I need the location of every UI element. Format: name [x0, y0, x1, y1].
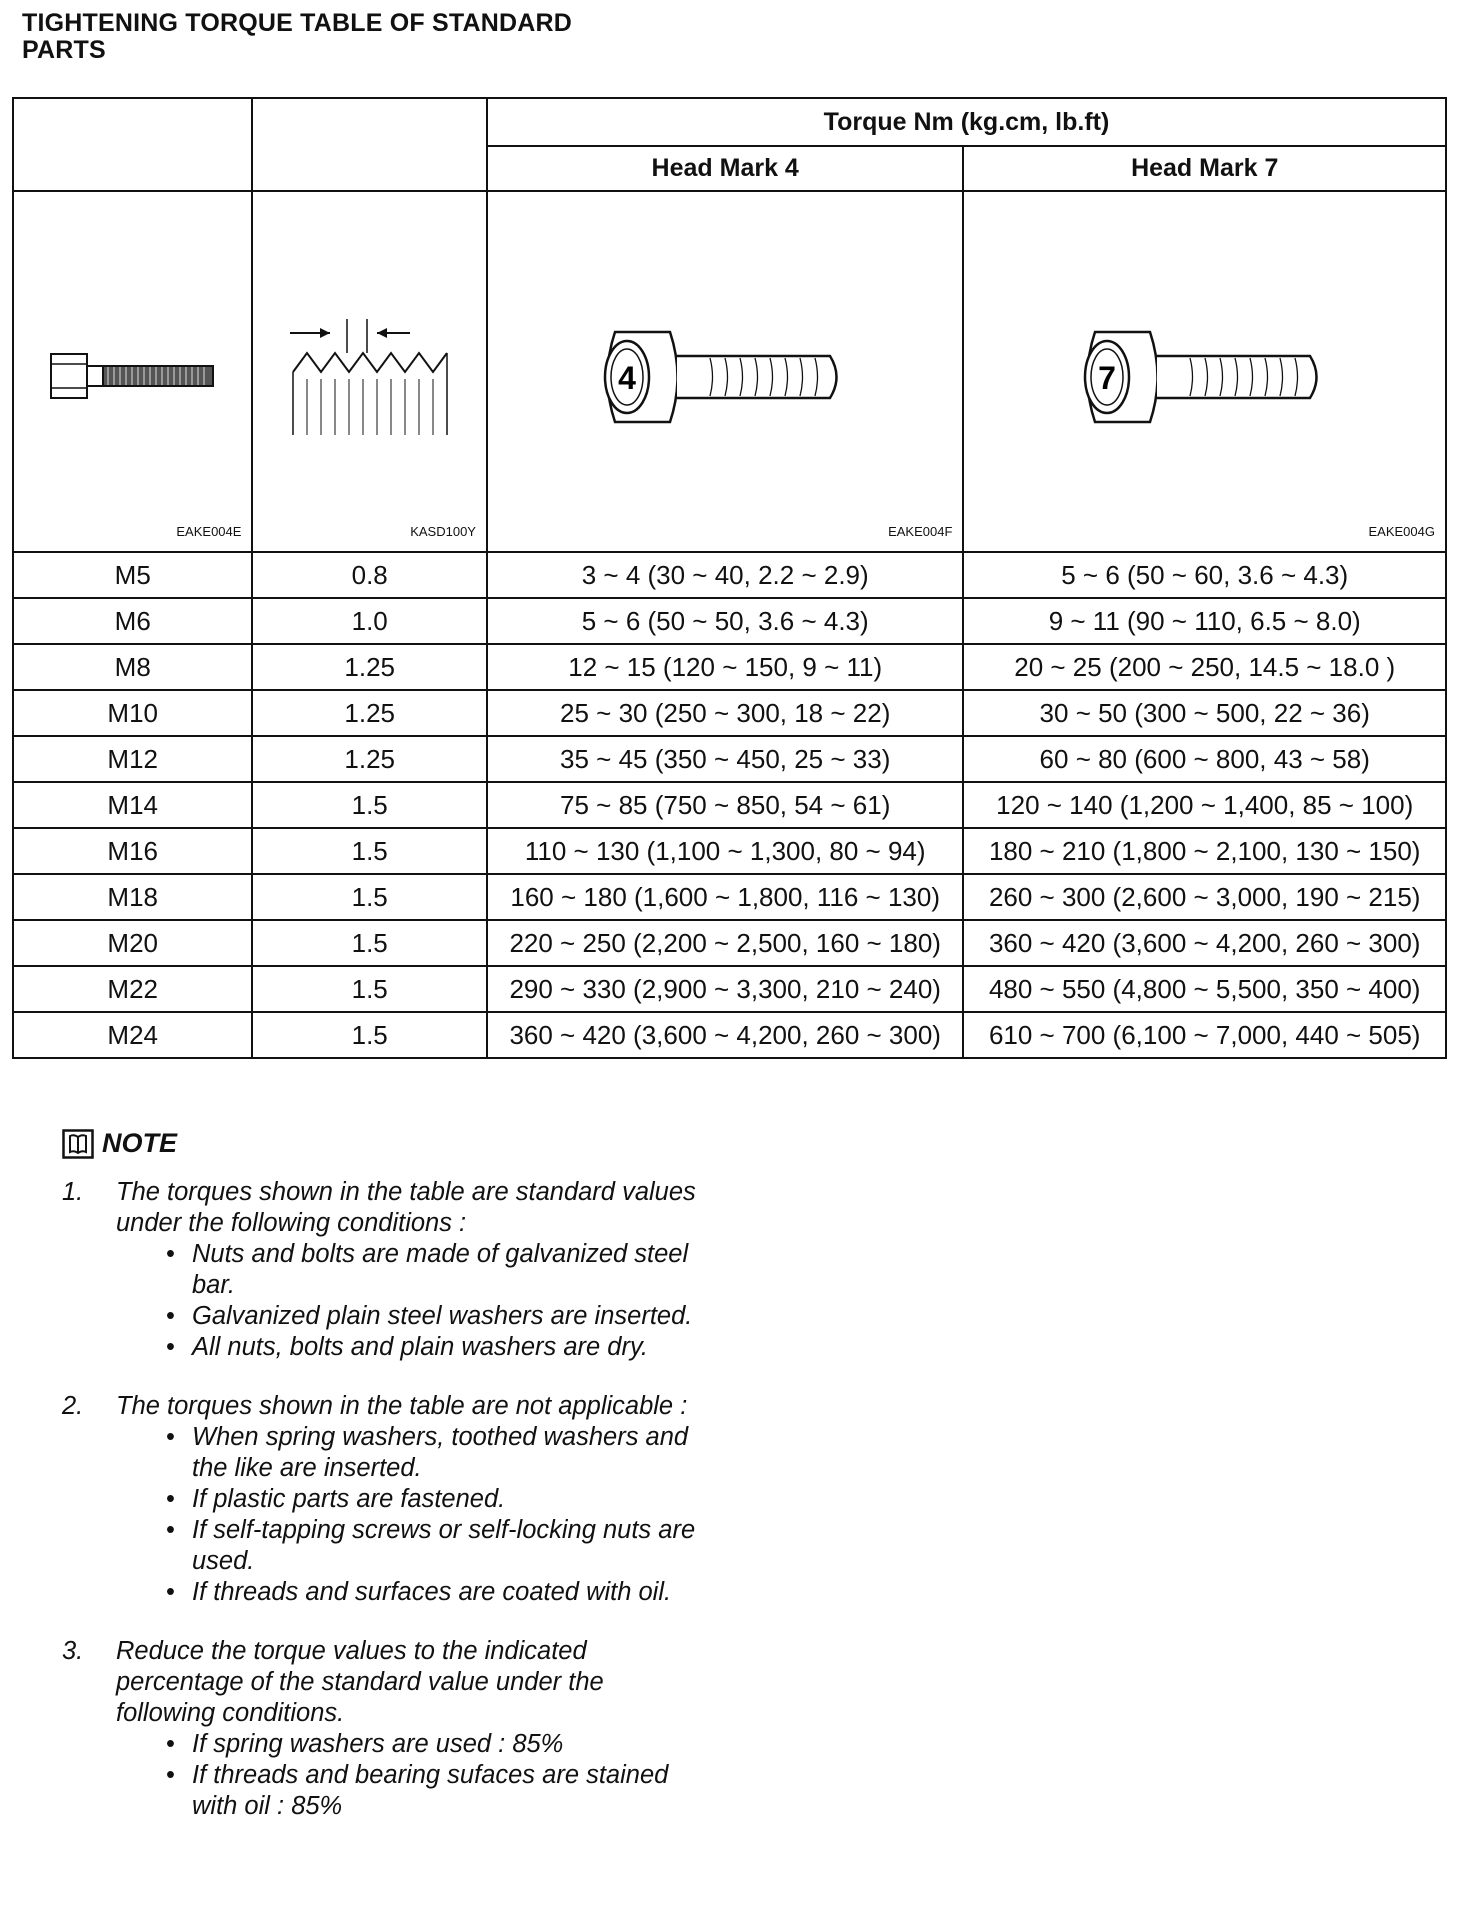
table-row	[13, 690, 1446, 736]
note-bullet: • If threads and bearing sufaces are stained with oil : 85%	[166, 1760, 702, 1822]
bolt-size-cell: M24	[13, 1012, 252, 1058]
note-bullet: • If plastic parts are fastened.	[166, 1484, 702, 1515]
image-code: EAKE004G	[1368, 524, 1435, 539]
bolt-size-cell: M18	[13, 874, 252, 920]
page-title	[22, 10, 572, 64]
thread-pitch-cell: 1.5	[252, 828, 487, 874]
bolt-size-cell: M16	[13, 828, 252, 874]
head-mark-4-illustration-cell	[487, 191, 963, 552]
note-bullet: • Galvanized plain steel washers are inserted.	[166, 1301, 702, 1332]
bolt-size-cell: M20	[13, 920, 252, 966]
torque-data-rows	[13, 552, 1446, 1058]
head-mark-7-torque-cell: 30 ~ 50 (300 ~ 500, 22 ~ 36)	[963, 690, 1446, 736]
note-title: NOTE	[102, 1128, 178, 1158]
head-mark-4-torque-cell: 160 ~ 180 (1,600 ~ 1,800, 116 ~ 130)	[487, 874, 963, 920]
thread-pitch-cell: 1.5	[252, 782, 487, 828]
note-item-number: 2.	[62, 1392, 84, 1420]
thread-pitch-cell: 1.5	[252, 874, 487, 920]
thread-pitch-cell: 1.25	[252, 736, 487, 782]
head-mark-4-torque-cell: 3 ~ 4 (30 ~ 40, 2.2 ~ 2.9)	[487, 552, 963, 598]
head-mark-7-illustration-cell	[963, 191, 1446, 552]
head-mark-7-torque-cell: 480 ~ 550 (4,800 ~ 5,500, 350 ~ 400)	[963, 966, 1446, 1012]
head-mark-7-torque-cell: 60 ~ 80 (600 ~ 800, 43 ~ 58)	[963, 736, 1446, 782]
thread-pitch-illustration-cell	[252, 191, 487, 552]
thread-pitch-cell: 1.5	[252, 966, 487, 1012]
table-row	[13, 920, 1446, 966]
illustration-row	[13, 191, 1446, 552]
note-heading	[62, 1128, 702, 1159]
note-bullet: • If self-tapping screws or self-locking nuts are used.	[166, 1515, 702, 1577]
head-mark-4-torque-cell: 110 ~ 130 (1,100 ~ 1,300, 80 ~ 94)	[487, 828, 963, 874]
thread-pitch-cell: 1.0	[252, 598, 487, 644]
note-item-number: 3.	[62, 1637, 84, 1665]
table-row	[13, 966, 1446, 1012]
note-item	[62, 1636, 702, 1822]
book-icon	[62, 1129, 94, 1159]
table-row	[13, 874, 1446, 920]
image-code: EAKE004E	[176, 524, 242, 539]
thread-pitch-cell: 1.5	[252, 920, 487, 966]
header-row-1	[13, 98, 1446, 146]
image-code: KASD100Y	[410, 524, 476, 539]
head-mark-4-bolt-icon	[595, 322, 855, 432]
head-mark-4-torque-cell: 75 ~ 85 (750 ~ 850, 54 ~ 61)	[487, 782, 963, 828]
head-mark-4-torque-cell: 5 ~ 6 (50 ~ 50, 3.6 ~ 4.3)	[487, 598, 963, 644]
head-mark-7-torque-cell: 180 ~ 210 (1,800 ~ 2,100, 130 ~ 150)	[963, 828, 1446, 874]
note-bullet: • If threads and surfaces are coated with oil.	[166, 1577, 702, 1608]
note-bullet: • If spring washers are used : 85%	[166, 1729, 702, 1760]
title-line-1: TIGHTENING TORQUE TABLE OF STANDARD	[22, 9, 573, 37]
bolt-size-cell: M6	[13, 598, 252, 644]
note-section	[62, 1128, 702, 1850]
head-mark-4-torque-cell: 290 ~ 330 (2,900 ~ 3,300, 210 ~ 240)	[487, 966, 963, 1012]
thread-pitch-cell: 1.5	[252, 1012, 487, 1058]
note-item-number: 1.	[62, 1178, 84, 1206]
bolt-size-cell: M8	[13, 644, 252, 690]
note-item	[62, 1177, 702, 1363]
thread-pitch-cell: 0.8	[252, 552, 487, 598]
blank-header-cell-2	[252, 98, 487, 191]
bolt-size-cell: M14	[13, 782, 252, 828]
title-line-2: PARTS	[22, 36, 106, 64]
thread-pitch-cell: 1.25	[252, 644, 487, 690]
head-mark-7-torque-cell: 9 ~ 11 (90 ~ 110, 6.5 ~ 8.0)	[963, 598, 1446, 644]
bolt-icon	[48, 342, 218, 412]
head-mark-4-number: 4	[618, 360, 637, 396]
torque-table	[12, 97, 1447, 1059]
note-item-text: Reduce the torque values to the indicated percentage of the standard value under the following conditions.	[116, 1637, 604, 1727]
head-mark-4-torque-cell: 220 ~ 250 (2,200 ~ 2,500, 160 ~ 180)	[487, 920, 963, 966]
head-mark-7-torque-cell: 20 ~ 25 (200 ~ 250, 14.5 ~ 18.0 )	[963, 644, 1446, 690]
table-row	[13, 644, 1446, 690]
note-bullet: • When spring washers, toothed washers and the like are inserted.	[166, 1422, 702, 1484]
bolt-size-cell: M5	[13, 552, 252, 598]
head-mark-4-torque-cell: 12 ~ 15 (120 ~ 150, 9 ~ 11)	[487, 644, 963, 690]
torque-header: Torque Nm (kg.cm, lb.ft)	[487, 98, 1446, 146]
image-code: EAKE004F	[888, 524, 953, 539]
head-mark-7-bolt-icon	[1075, 322, 1335, 432]
note-item-text: The torques shown in the table are not applicable :	[116, 1392, 688, 1420]
head-mark-7-torque-cell: 5 ~ 6 (50 ~ 60, 3.6 ~ 4.3)	[963, 552, 1446, 598]
table-row	[13, 736, 1446, 782]
note-item	[62, 1391, 702, 1608]
head-mark-7-number: 7	[1097, 360, 1116, 396]
bolt-size-cell: M12	[13, 736, 252, 782]
head-mark-7-torque-cell: 260 ~ 300 (2,600 ~ 3,000, 190 ~ 215)	[963, 874, 1446, 920]
table-row	[13, 552, 1446, 598]
head-mark-4-header: Head Mark 4	[487, 146, 963, 191]
bolt-size-cell: M22	[13, 966, 252, 1012]
head-mark-4-torque-cell: 360 ~ 420 (3,600 ~ 4,200, 260 ~ 300)	[487, 1012, 963, 1058]
head-mark-7-header: Head Mark 7	[963, 146, 1446, 191]
note-list	[62, 1177, 702, 1822]
bolt-size-cell: M10	[13, 690, 252, 736]
bolt-illustration-cell	[13, 191, 252, 552]
table-row	[13, 782, 1446, 828]
note-item-text: The torques shown in the table are standard values under the following conditions :	[116, 1178, 696, 1237]
thread-pitch-cell: 1.25	[252, 690, 487, 736]
head-mark-7-torque-cell: 360 ~ 420 (3,600 ~ 4,200, 260 ~ 300)	[963, 920, 1446, 966]
blank-header-cell-1	[13, 98, 252, 191]
thread-pitch-icon	[285, 317, 455, 437]
note-bullet: • All nuts, bolts and plain washers are dry.	[166, 1332, 702, 1363]
note-bullet: • Nuts and bolts are made of galvanized steel bar.	[166, 1239, 702, 1301]
table-row	[13, 828, 1446, 874]
table-row	[13, 598, 1446, 644]
table-row	[13, 1012, 1446, 1058]
head-mark-4-torque-cell: 35 ~ 45 (350 ~ 450, 25 ~ 33)	[487, 736, 963, 782]
head-mark-4-torque-cell: 25 ~ 30 (250 ~ 300, 18 ~ 22)	[487, 690, 963, 736]
head-mark-7-torque-cell: 120 ~ 140 (1,200 ~ 1,400, 85 ~ 100)	[963, 782, 1446, 828]
head-mark-7-torque-cell: 610 ~ 700 (6,100 ~ 7,000, 440 ~ 505)	[963, 1012, 1446, 1058]
